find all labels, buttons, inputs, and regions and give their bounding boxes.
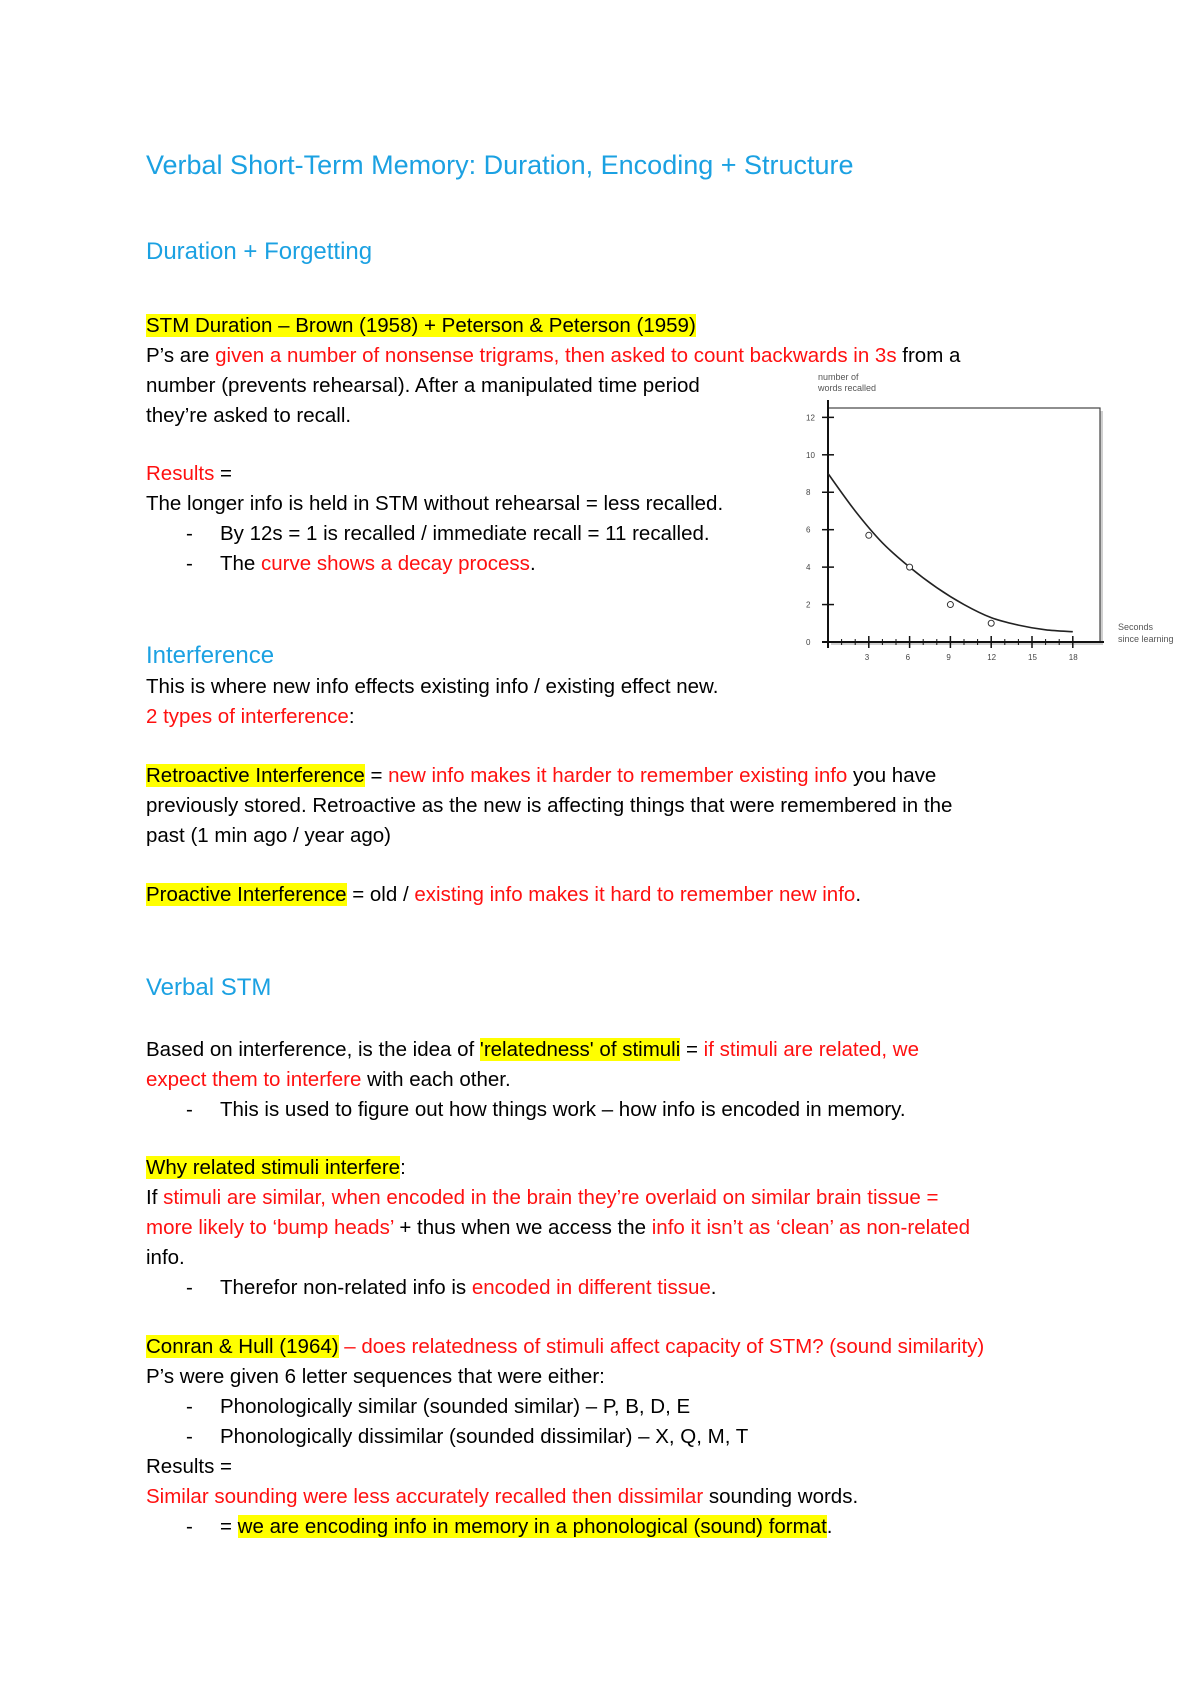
highlighted-term-proactive: Proactive Interference [146, 883, 347, 906]
bullet-dash: - [186, 1098, 193, 1121]
red-text-segment: if stimuli are related, we [703, 1038, 920, 1061]
bullet-figure-out: This is used to figure out how things work – how info is encoded in memory. [220, 1098, 906, 1121]
x-axis-label-line-2: since learning [1118, 634, 1174, 644]
x-tick-label: 3 [864, 653, 870, 662]
page-title: Verbal Short-Term Memory: Duration, Encoding + Structure [146, 150, 854, 180]
red-text-segment: 2 types of interference [146, 705, 349, 728]
text-segment: with each other. [361, 1068, 511, 1091]
conran-results-label: Results = [146, 1455, 233, 1478]
conran-results-line [146, 1482, 858, 1512]
red-text-segment: – [338, 1335, 362, 1358]
data-point [866, 532, 872, 538]
heading-duration-forgetting: Duration + Forgetting [146, 238, 373, 265]
proactive-line [146, 880, 861, 910]
text-segment: = [214, 462, 233, 485]
text-segment: Therefor non-related info is [220, 1276, 472, 1299]
bullet-decay-curve [220, 549, 536, 579]
y-tick-label: 4 [806, 563, 811, 573]
relatedness-line-1 [146, 1035, 919, 1065]
x-tick-label: 9 [946, 653, 951, 662]
interference-definition: This is where new info effects existing info / existing effect new. [146, 675, 719, 698]
para-procedure-line-1 [146, 341, 960, 371]
data-point [988, 620, 994, 626]
text-segment: from a [896, 344, 961, 367]
results-line: The longer info is held in STM without rehearsal = less recalled. [146, 492, 724, 515]
x-tick-label: 12 [987, 653, 997, 662]
heading-interference: Interference [146, 642, 275, 669]
text-segment: = [680, 1038, 704, 1061]
bullet-dash: - [186, 552, 193, 575]
red-text-segment: more likely to ‘bump heads’ [146, 1216, 394, 1239]
text-segment: : [348, 705, 355, 728]
highlighted-conclusion: we are encoding info in memory in a phonological (sound) format [237, 1515, 827, 1538]
red-text-segment: encoded in different tissue [471, 1276, 711, 1299]
text-segment: . [855, 883, 862, 906]
y-tick-label: 10 [806, 450, 815, 460]
text-segment: . [529, 552, 536, 575]
study-line-brown-peterson [146, 311, 696, 341]
data-point [947, 602, 953, 608]
red-text-segment: stimuli are similar, when encoded in the brain they’re overlaid on similar brain tissue = [163, 1186, 939, 1209]
para-procedure-line-2: number (prevents rehearsal). After a manipulated time period [146, 374, 700, 397]
red-text-segment: new info makes it harder to remember existing info [388, 764, 848, 787]
text-segment: sounding words. [703, 1485, 859, 1508]
red-text-segment: info it isn’t as ‘clean’ as non-related [651, 1216, 971, 1239]
data-point [907, 564, 913, 570]
y-tick-label: 2 [806, 600, 811, 610]
text-segment: : [400, 1156, 406, 1179]
para-procedure-line-3: they’re asked to recall. [146, 404, 352, 427]
relatedness-line-2 [146, 1065, 511, 1095]
why-line-3: info. [146, 1246, 185, 1269]
bullet-dash: - [186, 1276, 193, 1299]
conran-hull-line [146, 1332, 984, 1362]
text-segment: P’s are [146, 344, 216, 367]
heading-verbal-stm: Verbal STM [146, 974, 272, 1001]
y-tick-label: 8 [806, 488, 811, 498]
bullet-phon-similar: Phonologically similar (sounded similar) – P, B, D, E [220, 1395, 691, 1418]
bullet-dash: - [186, 1395, 193, 1418]
text-segment: . [710, 1276, 717, 1299]
red-text-segment: Similar sounding were less accurately recalled then dissimilar [146, 1485, 704, 1508]
x-tick-label: 6 [905, 653, 911, 662]
plot-frame [828, 408, 1100, 642]
text-segment: . [826, 1515, 833, 1538]
highlighted-term-retroactive: Retroactive Interference [146, 764, 365, 787]
y-tick-label: 12 [806, 413, 815, 423]
why-line-2 [146, 1213, 970, 1243]
retroactive-line-2: previously stored. Retroactive as the new is affecting things that were remembered in the [146, 794, 953, 817]
bullet-phon-dissimilar: Phonologically dissimilar (sounded dissimilar) – X, Q, M, T [220, 1425, 749, 1448]
highlighted-study-conran-hull: Conran & Hull (1964) [146, 1335, 339, 1358]
x-tick-label: 15 [1028, 653, 1037, 662]
text-segment: = [364, 764, 389, 787]
highlighted-term-relatedness: 'relatedness' of stimuli [479, 1038, 681, 1061]
interference-types-line [146, 702, 355, 732]
why-interfere-line [146, 1153, 406, 1183]
x-axis-label-line-1: Seconds [1118, 622, 1154, 632]
highlighted-study-title: STM Duration – Brown (1958) + Peterson & Peterson (1959) [146, 314, 696, 337]
bullet-dash: - [186, 1425, 193, 1448]
red-text-segment: does relatedness of stimuli affect capacity of STM? (sound similarity) [361, 1335, 985, 1358]
red-text-segment: given a number of nonsense trigrams, then asked to count backwards in 3s [215, 344, 897, 367]
y-tick-label: 0 [806, 638, 811, 647]
y-tick-label: 6 [806, 525, 811, 535]
bullet-dash: - [186, 1515, 193, 1538]
highlighted-term-why: Why related stimuli interfere [146, 1156, 401, 1179]
results-label-line [146, 459, 232, 489]
bullet-phonological-format [220, 1512, 833, 1542]
red-text-segment: expect them to interfere [146, 1068, 362, 1091]
text-segment: Based on interference, is the idea of [146, 1038, 480, 1061]
x-tick-label: 18 [1068, 653, 1078, 662]
why-line-1 [146, 1183, 938, 1213]
bullet-recall-12s: By 12s = 1 is recalled / immediate recall = 11 recalled. [220, 522, 710, 545]
y-axis-label-line-1: number of [818, 372, 859, 382]
conran-line-1: P’s were given 6 letter sequences that were either: [146, 1365, 605, 1388]
y-axis-label-line-2: words recalled [818, 383, 877, 393]
retroactive-line-3: past (1 min ago / year ago) [146, 824, 391, 847]
recall-decay-chart [780, 372, 1200, 662]
text-segment: The [220, 552, 262, 575]
retroactive-line-1 [146, 761, 936, 791]
results-label: Results [146, 462, 215, 485]
text-segment: = old / [346, 883, 415, 906]
text-segment: If [146, 1186, 164, 1209]
text-segment: = [220, 1515, 238, 1538]
red-text-segment: existing info makes it hard to remember new info [414, 883, 856, 906]
bullet-different-tissue [220, 1273, 716, 1303]
text-segment: you have [847, 764, 937, 787]
text-segment: + thus when we access the [393, 1216, 652, 1239]
bullet-dash: - [186, 522, 193, 545]
red-text-segment: curve shows a decay process [261, 552, 530, 575]
